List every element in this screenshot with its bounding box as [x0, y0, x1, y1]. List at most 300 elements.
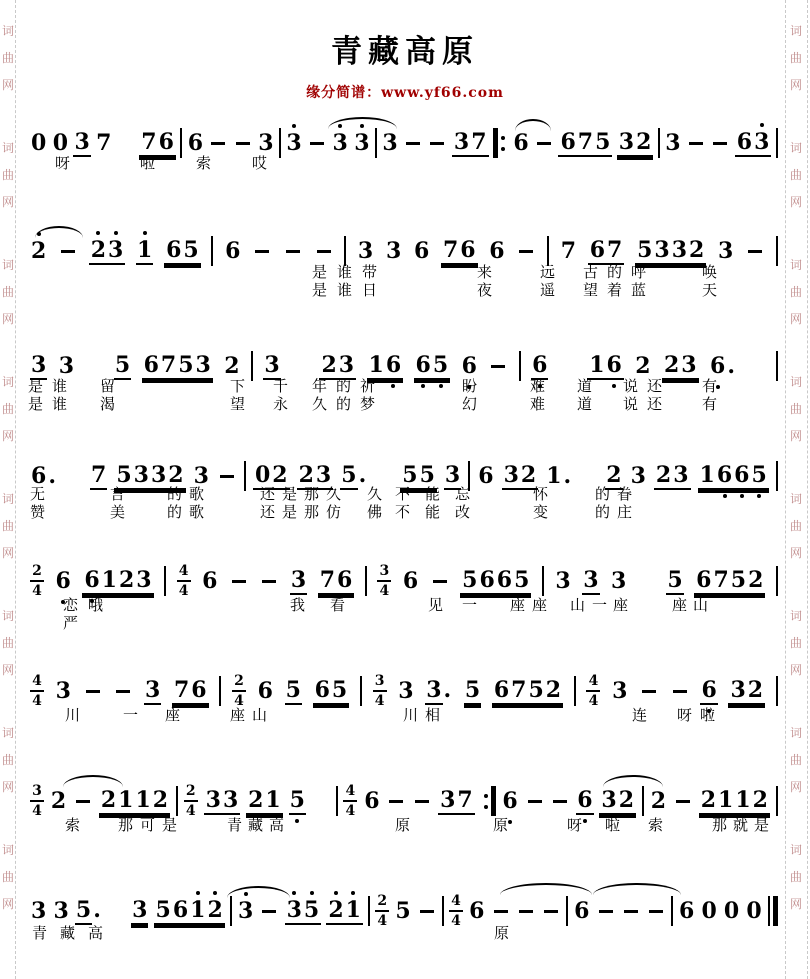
music-system	[30, 563, 778, 643]
ts-numerator: 4	[32, 673, 42, 689]
lyric-char: 还	[647, 395, 663, 413]
duration-dash	[519, 250, 533, 253]
lyric-char: 庄	[617, 503, 633, 521]
note: 5	[462, 567, 478, 593]
note: 0	[254, 462, 271, 488]
note: 3	[444, 462, 461, 488]
note-wrap	[363, 788, 380, 814]
note: 2	[168, 462, 184, 488]
note: 2	[520, 462, 537, 488]
notation-row	[30, 233, 778, 269]
note: 5	[432, 352, 449, 378]
beam-group	[313, 677, 350, 705]
lyric-char: 索	[65, 816, 81, 834]
lyric-char: 是	[312, 281, 328, 299]
note: 3	[583, 567, 599, 593]
watermark-right	[790, 25, 802, 961]
lyric-char: 是	[312, 263, 328, 281]
ts-numerator: 4	[345, 783, 356, 799]
watermark-char: 曲	[2, 285, 15, 299]
lyric-char: 道	[577, 395, 593, 413]
note: 6	[402, 568, 419, 594]
lyric-char: 的	[607, 263, 623, 281]
note: 5	[75, 897, 92, 923]
final-barline	[768, 896, 778, 926]
note-wrap	[55, 568, 72, 594]
notation-row	[30, 783, 778, 819]
watermark-char: 词	[790, 258, 803, 272]
ts-line	[184, 800, 198, 802]
note-wrap	[501, 788, 518, 814]
watermark-char: 曲	[790, 402, 803, 416]
note: 3	[136, 567, 152, 593]
lyric-char: 还	[647, 377, 663, 395]
note: 6	[225, 238, 241, 264]
note: 6	[413, 238, 430, 264]
octave-dot-above	[292, 124, 296, 128]
note: 2	[747, 677, 764, 703]
ts-line	[30, 580, 44, 582]
note: 0	[701, 898, 717, 924]
note-wrap	[554, 568, 571, 594]
note-wrap	[468, 898, 485, 924]
octave-dot-above	[760, 123, 764, 127]
octave-dot-below	[421, 384, 425, 388]
lyric-char: 夜	[477, 281, 493, 299]
beam-group	[492, 677, 563, 705]
barline	[211, 236, 213, 266]
note: 3	[398, 678, 414, 704]
octave-dot-above	[351, 891, 355, 895]
time-signature	[375, 894, 389, 928]
note-wrap	[650, 788, 667, 814]
beam-group	[662, 352, 699, 380]
ts-denominator: 4	[379, 583, 390, 599]
duration-dash	[528, 800, 542, 803]
note: 5	[183, 237, 199, 263]
dotted-note-dot: .	[93, 897, 101, 923]
note: 7	[577, 129, 594, 155]
margin-dashed-line-edge	[807, 0, 808, 979]
ts-denominator: 4	[185, 803, 196, 819]
lyric-char: 一	[462, 596, 478, 614]
note-wrap	[531, 352, 548, 380]
octave-dot-above	[292, 891, 296, 895]
lyric-char: 佛	[367, 503, 383, 521]
note-wrap	[50, 788, 67, 814]
beam-group	[654, 462, 691, 490]
note: 6	[166, 237, 182, 263]
note: 3	[315, 462, 332, 488]
thick-bar	[491, 786, 496, 816]
watermark-char: 词	[2, 141, 15, 155]
note: 3	[145, 677, 161, 703]
watermark-char: 词	[2, 375, 15, 389]
note: 5	[402, 462, 418, 488]
ts-denominator: 4	[451, 913, 461, 929]
beam-group	[558, 129, 612, 157]
note: 6	[337, 567, 353, 593]
note-wrap	[52, 898, 69, 924]
note: 2	[752, 787, 768, 813]
note: 6	[461, 353, 478, 379]
note: 0	[723, 898, 740, 924]
duration-dash	[676, 800, 690, 803]
ts-line	[30, 800, 44, 802]
note: 1	[735, 787, 751, 813]
lyric-char: 还	[260, 485, 276, 503]
lyric-char: 索	[648, 816, 664, 834]
note: 3	[195, 352, 211, 378]
note-wrap	[512, 130, 529, 156]
ts-denominator: 4	[32, 693, 42, 709]
lyric-char: 是	[28, 395, 44, 413]
note: 2	[606, 462, 622, 488]
duration-dash	[76, 800, 90, 803]
beam-group	[599, 787, 636, 815]
lyric-char: 川	[403, 706, 419, 724]
barline	[776, 351, 778, 381]
repeat-dot	[484, 794, 488, 798]
barline	[776, 128, 778, 158]
watermark-char: 曲	[2, 402, 15, 416]
time-signature	[30, 564, 44, 598]
note: 5	[528, 677, 544, 703]
note-wrap	[30, 130, 47, 156]
beam-group	[698, 462, 769, 490]
lyric-char: 山	[252, 706, 268, 724]
ts-line	[30, 690, 44, 692]
watermark-char: 曲	[2, 51, 15, 65]
note: 3	[74, 129, 90, 155]
beam-group	[89, 237, 126, 265]
lyric-char: 座	[613, 596, 629, 614]
note: 3	[730, 677, 746, 703]
notation-row	[30, 348, 778, 384]
lyric-char: 哎	[252, 154, 268, 172]
beam-group	[452, 129, 489, 157]
note: 3	[665, 130, 681, 156]
barline	[519, 351, 521, 381]
beam-group	[694, 567, 765, 595]
octave-dot-above	[114, 231, 118, 235]
duration-dash	[220, 475, 234, 478]
lyric-char: 能	[425, 485, 441, 503]
barline	[164, 566, 166, 596]
lyric-char: 呼	[631, 263, 647, 281]
duration-dash	[86, 690, 100, 693]
note: 2	[50, 788, 67, 814]
slur-arc	[328, 117, 397, 129]
note: 2	[689, 237, 705, 263]
note: 5	[730, 567, 747, 593]
note: 3	[630, 463, 646, 489]
lyric-char: 藏	[248, 816, 264, 834]
watermark-char: 网	[2, 897, 15, 911]
beam-group	[699, 787, 770, 815]
note-wrap	[381, 130, 398, 156]
note-wrap	[30, 898, 47, 924]
duration-dash	[420, 910, 434, 913]
ts-line	[177, 580, 191, 582]
note: 3	[133, 462, 149, 488]
music-system	[30, 783, 778, 863]
lyric-char: 原	[493, 816, 509, 834]
lyric-char: 能	[425, 503, 441, 521]
note-wrap	[257, 130, 274, 156]
note-wrap	[357, 238, 374, 264]
note-wrap	[224, 238, 241, 264]
octave-dot-above	[310, 891, 314, 895]
lyric-char: 改	[455, 503, 471, 521]
note: 6	[385, 352, 402, 378]
time-signature	[30, 784, 44, 818]
beam-group	[728, 677, 765, 705]
note: 2	[635, 353, 651, 379]
note: 3	[237, 898, 254, 924]
note: 5	[419, 462, 435, 488]
note: 5	[331, 677, 348, 703]
barline	[336, 786, 338, 816]
note-wrap	[394, 898, 411, 924]
note: 2	[618, 787, 635, 813]
slur-arc	[515, 119, 551, 131]
note: 2	[663, 352, 680, 378]
note: 3	[654, 237, 670, 263]
duration-dash	[537, 142, 551, 145]
lyric-char: 蓝	[631, 281, 647, 299]
note-wrap	[397, 678, 414, 704]
duration-dash	[406, 142, 420, 145]
watermark-char: 词	[790, 375, 803, 389]
note: 3	[150, 462, 167, 488]
note-wrap	[709, 353, 737, 379]
barline	[642, 786, 644, 816]
lyric-char: 是	[282, 485, 298, 503]
beam-group	[164, 237, 201, 265]
note: 2	[655, 462, 672, 488]
ts-denominator: 4	[345, 803, 356, 819]
note: 5	[341, 462, 357, 488]
repeat-dots	[484, 794, 488, 809]
barline	[251, 351, 253, 381]
lyric-char: 天	[702, 281, 718, 299]
note-wrap	[263, 352, 280, 380]
lyric-char: 怀	[533, 485, 549, 503]
note: 1	[136, 237, 153, 265]
ts-numerator: 3	[379, 563, 390, 579]
lyric-char: 还	[260, 503, 276, 521]
lyric-char: 青	[227, 816, 243, 834]
barline	[375, 128, 377, 158]
repeat-end-barline	[481, 786, 496, 816]
beam-group	[319, 352, 356, 380]
lyric-char: 严	[63, 614, 79, 632]
lyric-char: 千	[273, 377, 289, 395]
note: 3	[286, 897, 303, 923]
lyric-char: 那	[118, 816, 134, 834]
note-wrap	[285, 130, 302, 156]
lyric-char: 谁	[52, 377, 68, 395]
lyric-char: 连	[632, 706, 648, 724]
barline	[566, 896, 568, 926]
duration-dash	[232, 580, 246, 583]
note: 1	[345, 897, 362, 923]
note: 6	[191, 677, 207, 703]
note-wrap	[611, 678, 628, 704]
note: 2	[748, 567, 764, 593]
lyric-char: 唤	[702, 263, 718, 281]
lyric-char: 就	[733, 816, 749, 834]
lyric-char: 说	[623, 377, 639, 395]
lyric-char: 原	[395, 816, 411, 834]
octave-dot-above	[334, 891, 338, 895]
lyric-char: 座	[510, 596, 526, 614]
source-caption: 缘分简谱：www.yf66.com	[306, 85, 504, 101]
beam-group	[204, 787, 241, 815]
repeat-start-barline	[493, 128, 508, 158]
barline	[574, 676, 576, 706]
note: 7	[160, 352, 177, 378]
lyric-char: 远	[540, 263, 556, 281]
note: 3	[31, 352, 47, 378]
time-signature	[177, 564, 191, 598]
watermark-char: 词	[790, 726, 803, 740]
duration-dash	[211, 142, 225, 145]
note: 5	[114, 352, 131, 378]
lyric-char: 原	[494, 924, 510, 942]
duration-dash	[286, 250, 300, 253]
note-wrap	[131, 897, 148, 925]
note: 3	[55, 678, 71, 704]
lyric-char: 日	[362, 281, 378, 299]
note-wrap	[666, 567, 683, 595]
note: 6	[574, 898, 590, 924]
note-wrap	[58, 353, 75, 379]
note: 2	[650, 788, 667, 814]
lyric-char: 是	[28, 377, 44, 395]
ts-numerator: 2	[185, 783, 196, 799]
music-system	[30, 673, 778, 753]
barline	[542, 566, 544, 596]
duration-dash	[389, 800, 403, 803]
watermark-left	[2, 25, 14, 961]
note: 7	[607, 237, 623, 263]
octave-dot-below	[391, 384, 395, 388]
ts-line	[232, 690, 246, 692]
lyric-char: 山	[570, 596, 586, 614]
beam-group	[367, 352, 404, 380]
lyric-char: 遥	[540, 281, 556, 299]
beam-group	[318, 567, 355, 595]
watermark-char: 网	[790, 312, 803, 326]
watermark-char: 曲	[2, 519, 15, 533]
watermark-char: 网	[790, 195, 803, 209]
note: 2	[321, 352, 337, 378]
spacer	[291, 366, 309, 367]
barline	[658, 128, 660, 158]
ts-numerator: 3	[374, 673, 385, 689]
note: 6	[736, 129, 753, 155]
note: 6	[415, 352, 432, 378]
watermark-char: 词	[790, 141, 803, 155]
lyric-char: 盼	[462, 377, 478, 395]
note-wrap	[402, 568, 419, 594]
note: 6	[158, 129, 174, 155]
octave-dot-below	[508, 820, 512, 824]
note: 6	[257, 678, 273, 704]
note-wrap	[634, 353, 651, 379]
lyric-char: 见	[428, 596, 444, 614]
note: 6	[576, 787, 593, 815]
note-wrap	[610, 568, 627, 594]
lyric-char: 哦	[88, 596, 104, 614]
note: 7	[141, 129, 157, 155]
spacer	[108, 911, 126, 912]
note: 6	[709, 353, 726, 379]
note-wrap	[144, 677, 161, 705]
barline	[230, 896, 232, 926]
note: 7	[319, 567, 335, 593]
spacer	[559, 366, 577, 367]
dotted-note-dot: .	[727, 353, 735, 379]
note: 3	[612, 678, 628, 704]
watermark-char: 词	[790, 609, 803, 623]
lyric-char: 那	[304, 503, 320, 521]
lyric-char: 古	[583, 263, 599, 281]
note: 6	[460, 237, 476, 263]
note-wrap	[52, 130, 69, 156]
note: 1	[189, 897, 206, 923]
note: 2	[152, 787, 169, 813]
octave-dot-below	[439, 384, 443, 388]
note: 3	[453, 129, 470, 155]
music-system	[30, 893, 778, 973]
note-wrap	[285, 677, 302, 705]
note: 7	[511, 677, 527, 703]
beam-group	[460, 567, 531, 595]
note: 1	[101, 567, 117, 593]
beam-group	[588, 237, 625, 265]
slur-arc	[593, 883, 681, 895]
note: 6	[172, 897, 189, 923]
lyric-char: 变	[533, 503, 549, 521]
note-wrap	[488, 238, 505, 264]
ts-denominator: 4	[588, 693, 599, 709]
note: 6	[364, 788, 380, 814]
note: 3	[193, 463, 209, 489]
duration-dash	[689, 142, 703, 145]
note: 1	[589, 352, 605, 378]
duration-dash	[624, 910, 638, 913]
duration-dash	[599, 910, 613, 913]
lyric-char: 那	[712, 816, 728, 834]
barline	[219, 676, 221, 706]
repeat-dots	[501, 136, 505, 151]
lyric-char: 可	[140, 816, 156, 834]
watermark-char: 网	[790, 663, 803, 677]
note: 6	[479, 567, 495, 593]
ts-line	[586, 690, 600, 692]
time-signature	[184, 784, 198, 818]
note: 1	[546, 463, 562, 489]
spacer	[117, 143, 135, 144]
watermark-char: 词	[2, 609, 15, 623]
watermark-char: 曲	[790, 168, 803, 182]
lyric-char: 啦	[700, 706, 716, 724]
note: 3	[205, 787, 221, 813]
lyric-char: 望	[583, 281, 599, 299]
